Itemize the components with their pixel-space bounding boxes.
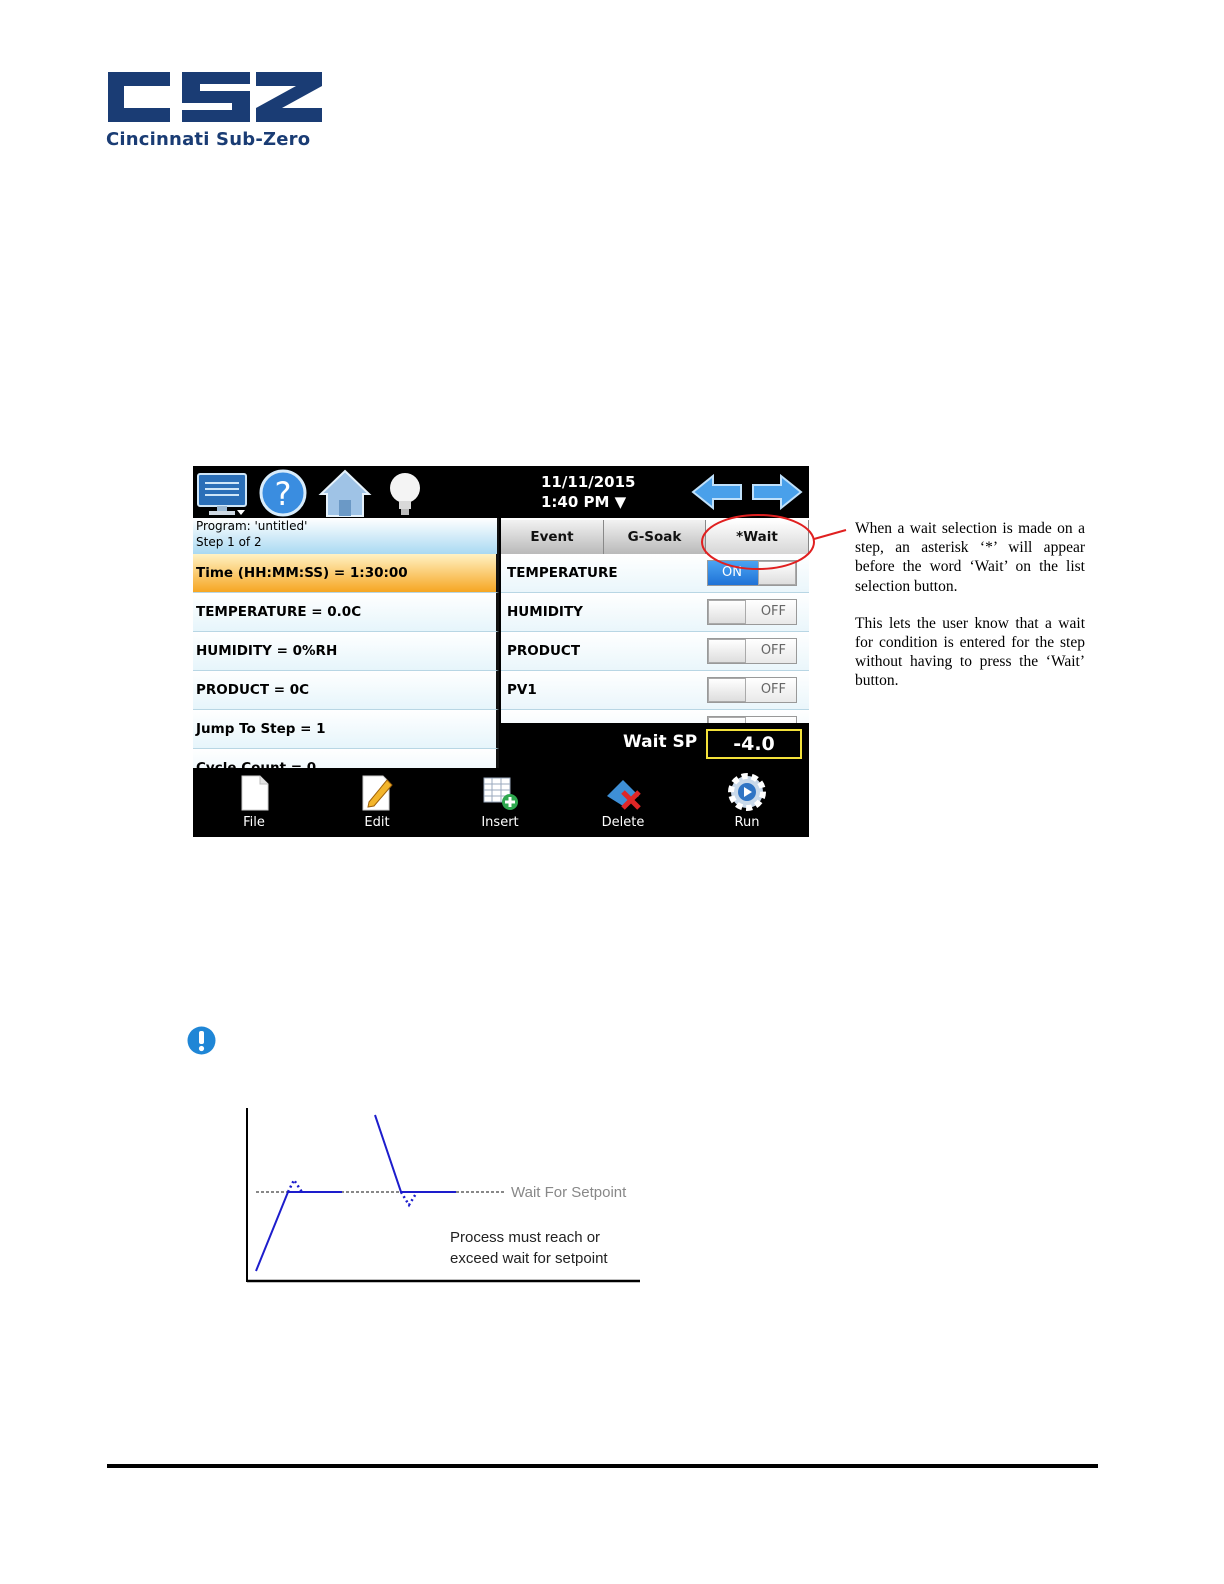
tab-g-soak[interactable]: G-Soak (604, 520, 706, 554)
tab-event[interactable]: Event (501, 520, 604, 554)
delete-label: Delete (601, 815, 645, 830)
edit-label: Edit (364, 815, 390, 830)
wait-row-label: PV1 (507, 682, 537, 698)
wait-row-label: PRODUCT (507, 643, 581, 659)
date-text: 11/11/2015 (541, 473, 636, 491)
arrow-right-icon[interactable] (751, 472, 803, 512)
step-list-panel (193, 518, 499, 766)
gear-icon (727, 772, 767, 812)
setpoint-label: Wait For Setpoint (511, 1184, 627, 1201)
run-button[interactable] (707, 772, 787, 836)
callout-paragraph-1: When a wait selection is made on a step, an asterisk ‘*’ will appear before the word ‘Wait’ on the list selection button. (855, 520, 1085, 595)
time-text: 1:40 PM ▼ (541, 493, 627, 511)
edit-button[interactable] (337, 772, 417, 836)
humidity-wait-toggle[interactable] (707, 599, 797, 625)
note-line-1: Process must reach or (450, 1229, 601, 1246)
file-icon (234, 772, 274, 812)
program-name: Program: 'untitled' (196, 519, 308, 533)
wait-row-label: HUMIDITY (507, 604, 583, 620)
wait-row-label: TEMPERATURE (507, 565, 618, 581)
toggle-state: OFF (760, 643, 786, 658)
wait-sp-value[interactable]: -4.0 (706, 729, 802, 759)
bottom-toolbar (193, 768, 809, 837)
program-header (193, 518, 499, 554)
step-row-jump[interactable]: Jump To Step = 1 (193, 710, 499, 749)
exclamation-icon (187, 1026, 216, 1055)
company-name: Cincinnati Sub-Zero (106, 129, 311, 150)
svg-text:?: ? (274, 475, 292, 513)
file-label: File (243, 815, 265, 830)
arrow-left-icon[interactable] (691, 472, 743, 512)
note-line-2: exceed wait for setpoint (450, 1250, 608, 1267)
step-indicator: Step 1 of 2 (196, 535, 262, 549)
step-row-temperature[interactable]: TEMPERATURE = 0.0C (193, 593, 499, 632)
tab-wait[interactable]: *Wait (706, 520, 809, 554)
wait-row-humidity (501, 593, 809, 632)
delete-button[interactable] (583, 772, 663, 836)
help-icon[interactable] (257, 468, 313, 518)
file-button[interactable] (214, 772, 294, 836)
lightbulb-icon[interactable] (379, 468, 435, 518)
date-time[interactable] (541, 472, 635, 512)
toggle-state: ON (722, 565, 742, 580)
product-wait-toggle[interactable] (707, 638, 797, 664)
footer-rule (107, 1464, 1098, 1468)
insert-button[interactable] (460, 772, 540, 836)
monitor-icon[interactable] (195, 468, 251, 518)
pv1-wait-toggle[interactable] (707, 677, 797, 703)
wait-for-setpoint-diagram (236, 1104, 646, 1290)
toggle-state: OFF (760, 682, 786, 697)
run-label: Run (734, 815, 760, 830)
edit-icon (357, 772, 397, 812)
home-icon[interactable] (317, 468, 373, 518)
wait-row-product (501, 632, 809, 671)
toggle-state: OFF (760, 604, 786, 619)
step-row-time[interactable]: Time (HH:MM:SS) = 1:30:00 (193, 554, 499, 593)
callout-paragraph-2: This lets the user know that a wait for condition is entered for the step without having to press the ‘Wait’ button. (855, 614, 1085, 690)
step-row-humidity[interactable]: HUMIDITY = 0%RH (193, 632, 499, 671)
callout-text (855, 519, 1085, 709)
callout-highlight (690, 508, 850, 578)
insert-icon (480, 772, 520, 812)
wait-sp-label: Wait SP (623, 732, 698, 752)
delete-icon (603, 772, 643, 812)
wait-setpoint-bar (501, 723, 809, 766)
wait-row-pv1 (501, 671, 809, 710)
insert-label: Insert (481, 815, 519, 830)
step-row-product[interactable]: PRODUCT = 0C (193, 671, 499, 710)
